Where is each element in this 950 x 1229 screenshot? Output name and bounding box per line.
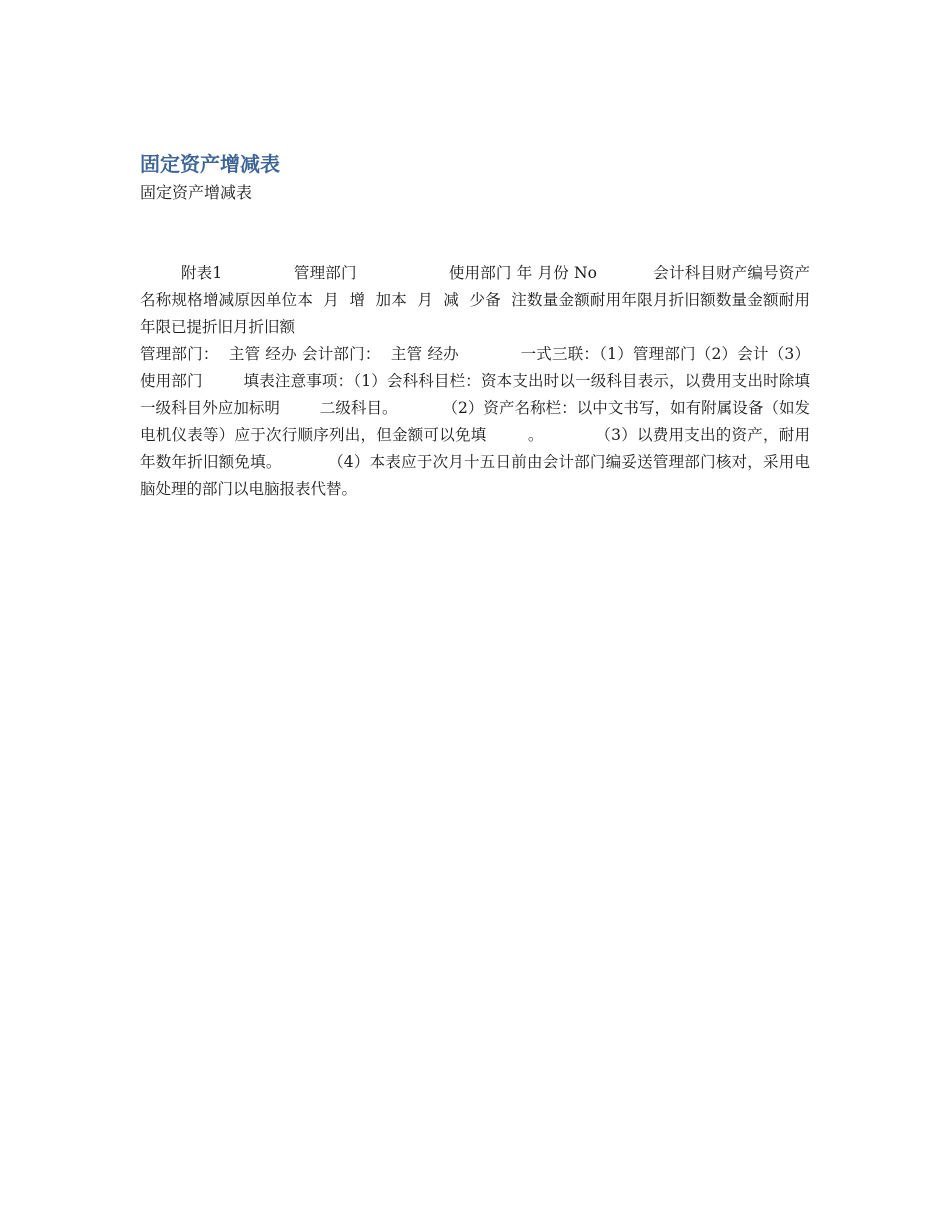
document-page — [140, 148, 810, 503]
document-subtitle: 固定资产增减表 — [140, 183, 253, 202]
table-header-paragraph: 附表1 管理部门 使用部门 年 月份 No 会计科目财产编号资产名称规格增减原因单位本 月 增 加本 月 减 少备 注数量金额耐用年限月折旧额数量金额耐用年限已提折旧月折旧额 — [140, 264, 810, 336]
notes-paragraph: 管理部门： 主管 经办 会计部门： 主管 经办 一式三联：（1）管理部门（2）会计（3）使用部门 填表注意事项：（1）会科科目栏：资本支出时以一级科目表示，以费用支出时除填一级科目外应加标明 二级科目。 （2）资产名称栏：以中文书写，如有附属设备（如发电机仪表等）应于次行顺序列出，但金额可以免填 。 （3）以费用支出的资产，耐用年数年折旧额免填。 （4）本表应于次月十五日前由会计部门编妥送管理部门核对，采用电脑处理的部门以电脑报表代替。 — [140, 345, 810, 498]
document-heading: 固定资产增减表 — [140, 152, 280, 176]
